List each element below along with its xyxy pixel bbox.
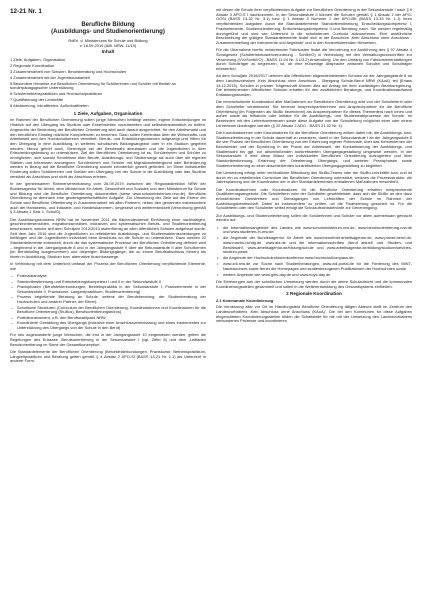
subsection-2-1-heading: 2.1 Kommunale Koordinierung xyxy=(216,297,274,303)
toc-item-5[interactable]: 5 Besondere Hinweise zur Beruflichen Orientierung für Schülerinnen und Schüler mit Bedarf an sonderpädagogischer Unterstützung xyxy=(10,80,176,91)
right-column xyxy=(216,8,412,326)
toc-item-7[interactable]: 7 Qualifizierung der Lehrkräfte xyxy=(10,97,63,103)
table-of-contents xyxy=(10,58,206,109)
list-item: • weitere Angebote wie www.girls-day.de und www.boys-day.de xyxy=(223,273,412,278)
body-paragraph: Für die Übernahme hierfür entstehender Fahrkosten findet die Verordnung zur Ausführung des § 97 Absatz 4 Schulgesetz (Schülerfahrkostenverordnung - SchfkVO) in Verbindung mit den Verwaltungsvorschriften zur Verordnung (VVzSchfkVO) - BASS 11-04 Nr. 3.1/3.2) Anwendung. Um den Umfang von Fahrkostenerstattungen durch Schulträger zu begrenzen, ist, ob eine frühzeitige Absprache zwischen Schulen und Schulträger erforderlich. xyxy=(216,47,412,71)
list-item: • die Informationsangebote des Landes wie www.schulministerium.nrw.de, www.berufsorientierung-nrw.de und www.studieren-in-nrw.de xyxy=(223,226,412,235)
toc-item-6[interactable]: 6 Schülerbetriebspraktikum und Hochschulpraktikum xyxy=(10,91,102,97)
decree-reference xyxy=(10,39,206,48)
list-item: – Potenzialanalyse xyxy=(17,274,206,279)
information-offers-list xyxy=(216,226,412,278)
toc-item-1[interactable]: 1 Ziele, Aufgaben, Organisation xyxy=(10,57,66,63)
list-item: • die Angebote der Bundesagentur für Arbeit wie www.berufenet.arbeitsagentur.de, www.planet-beruf.de, www.machs-richtig.de, www.abi.de und die Informationsschriften ‚Beruf aktuell' und ‚Studien- und Berufswahl', www.arbeitsagentur.de/bildung/schule und www.arbeitsagentur.de/bildung/studium/welches-studium-passt xyxy=(223,236,412,255)
list-item: – Prozess begleitende Beratung an Schule, seitens der Berufsberatung, der Studienberatung der Hochschulen und anderer Partner, der Eltern) xyxy=(17,295,206,304)
section-2-heading: 2 Regionale Koordination xyxy=(286,291,342,297)
list-item: – Standortbestimmung und Entscheidungskompetenz I und II in der Sekundarstufe II xyxy=(17,280,206,285)
body-paragraph: Die Vernetzung aller vor Ort im Handlungsfeld Berufliche Orientierung tätigen Akteure stellt im Zentrum des Landesvorhabens ‚Kein Abschluss ohne Anschluss (KAoA)'. Die bei den Kommunen für diese Aufgaben eingerichteten Koordinierungsstellen bilden die Schaltstelle für die mit der Umsetzung des Landesvorhabens verbundenen Prozesse und koordinieren xyxy=(216,304,412,324)
document-title-line-1: Berufliche Bildung xyxy=(81,22,135,28)
list-item: • www.zdi-nrw.de zur Suche nach Studienberatungen, www.zdi-portal.de für die Förderung des MINT-Nachwuchses sowie ferner die Homepages und studienbezogenen Publikationen der Hochschulen sowie xyxy=(223,262,412,271)
section-1-paragraph: Die Standardelemente der Beruflichen Orientierung (Berufsfelderkundungen, Praxiskurse, Betriebspraktikum, Langzeitpraktikum und Beratung gelten gemäß § 4 Absatz 2 APO-SI (BASS 13-21 Nr. 1.1) als Unterricht in anderer Form. xyxy=(10,348,206,364)
list-item: – Schulische Strukturen (Curriculum der Beruflichen Orientierung, Koordinatorinnen und Koordinatoren für die Berufliche Orientierung (StuBos), Berufsorientierungsbüros) xyxy=(17,306,206,315)
decree-line-2: v. 16.09.2019 (ABl. NRW. 11/19) xyxy=(79,42,137,48)
section-1-paragraph: Der Ausbildungskonsens NRW hat im November 2011 die flächendeckende Einführung einer nachhaltigen, geschlechtersensiblen, migrationssensiblen, inklusiven und systematischen Berufs- und Studienorientierung beschlossen, welche seit dem Schuljahr 2012/2013 stufenförmig an allen öffentlichen Schulen aufgebaut wurde. Seit dem Jahr 2016 sind die Jugendlichen zu reflektierten Ausbildungs- und Studienwahlentscheidungen zu befähigen und die Jugendlichen individuell beim Anschluss an die Schule zu unterstützen. Dazu werden 22 Standardelemente entwickelt, durch die das systematische Prozesse der Beruflichen Orientierung definiert wird – beginnend in der Jahrgangsstufe 8 und in der Jahrgangsstufe 9 über die Sekundarstufe II aller Schulformen (im Berufskolleg ausgenommen) und diejenigen Bildungsgänge, die zu einem Berufsabschluss führen) bis hinein in Ausbildung, Studium bzw. alternative Anschlusswege. xyxy=(10,216,206,260)
body-paragraph: Ab dem Schuljahr 2016/2017 nehmen alle öffentlichen allgemeinbildenden Schulen ab der Jahrgangsstufe 8 an dem Landesvorhaben ‚Kein Abschluss ohne Anschluss - Übergang Schule-Beruf NRW (KAoA)' teil (Erlass 14.12.2015). Schulen in privater Trägerschaft können dies auf Antrag bei ihrer zuständigen Bezirksregierung. Die teilnehmenden öffentlichen Schulen erhalten für den zusätzlichen Beratungs- und Koordinationsaufwand Entlastungsstunden. xyxy=(216,73,412,97)
toc-item-4[interactable]: 4 Zusammenarbeit mit der Jugendsozialarbeit xyxy=(10,74,90,80)
body-paragraph: Die Umsetzung erfolgt unter verbindlicher Mitwirkung des StuBo-Teams oder der StuBo-Lehrkräfte bzw. und ist durch ein zu erstellendes Curriculum der Beruflichen Orientierung unterstützt, welches die Prozessstruktur, die Jahresplanung und die Koordination der in den Standardelementen enthaltenen Maßnahmen einschließt. xyxy=(216,170,412,185)
list-item: – Portfolioinstrument, z.B. den Berufswahlpass NRW xyxy=(17,316,206,321)
section-1-paragraph: In der gemeinsamen Rahmenvereinbarung vom 26.09.2019 zwischen der Regionaldirektion NRW der Bundesagentur für Arbeit, dem Ministerium für Arbeit, Gesundheit und Soziales und dem Ministerium für Schule und Bildung wird die Berufliche Orientierung dokumentiert (siehe www.schulministerium.nrw.de). Berufliche Orientierung ist demnach eine gesamtgesellschaftliche Aufgabe. Zur Umsetzung der Ziele auf der Ebene der Schule wird Berufliche Orientierung in Zusammenarbeit mit allen Partnern, neben den genannten insbesondere auch der Handwerks- und Industrie- und Handelskammern, umgesetzt und weiterentwickelt (Verordnung gemäß § 3 Absatz 1 Satz 1, SchulG). xyxy=(10,181,206,215)
body-paragraph: mit denen die Schule ihrer verpflichtenden Aufgabe zur Beruflichen Orientierung in der Sekundarstufe I nach § 9 Absatz 3 APO-S I nachkommen. In der Sekundarstufe II können die Schulen gemäß § 1 Absatz 2 der APO-GOSt (BASS 13-32 Nr. 3.1) bzw. § 1 Absatz 3 Nummer 1 der APO-BK (BASS 13-33 Nr. 1.1) Ihren verpflichtenden Aufgaben durch die Standardelemente Standortbestimmung, Entscheidungskompetenz I, Praxiselemente, Studienorientierung, Entscheidungskompetenz II und Beratung nach. Sie werden regelmäßig durchgeführt und sind wie Unterricht in die schulinternen Curricula aufzunehmen. Eine ausführliche Beschreibung der gültigen Standardelemente findet sich in der Broschüre ‚Kein Abschluss ohne Anschluss - Zusammenstellung der Instrumente und Angebote' und in den Konkretisierenden Hinweisen. xyxy=(216,7,412,45)
body-paragraph: Die innerschulische Koordination aller Maßnahmen zur Beruflichen Orientierung wird von der Schulleiterin oder dem Schulleiter verantwortet. Sie benennt Ansprechpartnerinnen und Ansprechpartner für die Berufliche Orientierung (im Folgenden als StuBo bezeichnet) als Ansprechpartner für dieses Themenfeld nach innen und außen sowie als Initiatorin oder Initiator für die Ausbildungs- und Studienwahlprozesse der Schule. Im Benehmen mit den Lehrerkonferenzen sowie diese Aufgabe von der Schulleitung möglichst einer oder einem Lehrerteam übertragen werden (§ 20 Absatz 2 ADO - BASS 21-02 Nr. 4). xyxy=(216,99,412,128)
list-item: – Koordinierte Gestaltung des Übergangs (inklusive einer Anschlussvereinbarung und eines Instrumentes zur Unterstützung des Übergangs von der Schule in den Beruf) xyxy=(17,321,206,330)
toc-item-8[interactable]: 8 Abstimmung, Inkrafttreten, Außerkrafttreten xyxy=(10,103,89,109)
body-paragraph: Die Erfahrungen aus der schulischen Umsetzung werden durch die obere Schulaufsicht und die kommunalen Koordinierungsstellen gesammelt und sollen in die Weiterentwicklung des Gesamtsystems einfließen. xyxy=(216,278,412,289)
body-paragraph: Die Koordinatorinnen oder Koordinatoren für die Berufliche Orientierung erhalten entsprechende Qualifizierungsangebote. Die Schulleiterin oder der Schulleiter gewährleistet, dass sich die StuBo an den dazu erforderlichen Dienstreisen und Dienstgängen von Lehrkräften der Schule im Rahmen der Ausbildungsbereitschaft. Dabei ist insbesondere zu prüfen, ob die Finanzierung gesichert ist. Für die Schulleiterin oder den Schulleiter selbst erfolgt die Schulaufsichtsbehörde zur Genehmigung. xyxy=(216,186,412,211)
list-item: • die Angebote der Hochschulrektorenkonferenz www.hochschulkompass.de, xyxy=(223,256,412,261)
section-1-paragraph: In Verbindung mit dem Unterricht umfasst der Prozess der Beruflichen Orientierung verpflichtende Elemente, wie xyxy=(10,261,206,272)
toc-item-3[interactable]: 3 Zusammenarbeit von Schulen, Berufsberatung und Hochschulen xyxy=(10,68,127,74)
toc-heading: Inhalt xyxy=(101,50,115,56)
left-column xyxy=(10,8,206,366)
document-title-line-2: (Ausbildungs- und Studienorientierung) xyxy=(51,29,165,35)
list-item: – Praxisphasen (Berufsfelderkundungen, Betriebspraktika in der Sekundarstufe I, Praxiselemente in der Sekundarstufe II, Praxiskurse, Langzeitpraktikum, Studienorientierung) xyxy=(17,285,206,294)
toc-item-2[interactable]: 2 Regionale Koordination xyxy=(10,63,55,68)
body-paragraph: Die Koordinatorinnen oder Koordinatoren für die Berufliche Orientierung wirken dabei mit, die Ausbildungs- bzw. Studienorientierung in der Schule dauerhaft zu verankern, damit in der Sekundarstufe I ab der Jahrgangsstufe 8 die vier Phasen der Beruflichen Orientierung von der Erkennung eigener Potenziale, über das Kennenlernen der Berufsfelder und der Erprobung in der Praxis der Arbeitswelt, der Konkretisierung der Ausbildungs- und Studienwahl bis ggf. zur abschließenden konkretisierten Übergangsgestaltung umgesetzt werden. In der Sekundarstufe II wird diese Bilanz der individuellen Beruflichen Orientierung aufzugreifen und über Standortbestimmung, Erfahrung der Orientierung, Übergangs- und weiterer Praxisphasen sowie Studienorientierung zu einer abschließenden konkretisierten Übergangsgestaltung zu begleiten. xyxy=(216,129,412,168)
body-paragraph: Zur Ausbildungs- und Studienorientierung sollen die Schülerinnen und Schüler vor allem aufmerksam gemacht werden auf xyxy=(216,212,412,223)
section-1-paragraph: Im Rahmen der Beruflichen Orientierung sollen junge Menschen befähigt werden, eigene Entscheidungen im Hinblick auf den Übergang ins Studium oder Erwerbsleben vorzubereiten und selbstverantwortlich zu treffen. Angesichts der Bedeutung der Beruflichen Orientierung wird auch darauf ausgerichtet, für den Arbeitsmarkt und den beruflichen Einstieg nützliche Kompetenzen zu beziehen. Dazu sollen Kenntnisse über die Wirtschafts- und Arbeitswelt und den Hochschulbereich vermittelt, Berufs- und Entwicklungschancen aufgezeigt und Hilfen für den Übergang in eine Ausbildung, in weiteres schulisches Bildungsangebot oder in ein Studium gegeben werden. Hierzu gehört auch, Stereotype bei der Berufswahl abzubauen und die Jugendlichen in ihrer Entscheidungsfindung zu unterstützen. Ziel der Beruflichen Orientierung ist es, Schülerinnen und Schüler zu ermöglichen, sich sowohl Kenntnisse über Berufe, Ausbildungs- und Studienwege als auch über die eigenen Stärken und Interessen anzueignen. Schülerinnen und Schüler mit Migrationshintergrund oder Behinderung werden in Bezug auf die Berufliche Orientierung sowohl erforderlich gezielt gefördert. Im Sinne individueller Förderung sollen Schülerinnen und Schüler den Übergang von der Schule in die Ausbildung oder das Studium verstärkt als Anschluss und nicht als Abschluss erleben. xyxy=(10,117,206,179)
document-number: 12-21 Nr. 1 xyxy=(10,8,42,15)
decree-line-1: RdErl. d. Ministeriums für Schule und Bildung xyxy=(68,38,148,43)
mandatory-elements-list xyxy=(10,274,206,331)
section-1-heading: 1 Ziele, Aufgaben, Organisation xyxy=(73,110,143,116)
section-1-paragraph: Für neu zugewanderte junge Menschen, die erst in der Jahrgangsstufe 10 eingewiesen werden, gelten die Regelungen des Erlasses ‚Berufsorientierung in der Sekundarstufe I (vgl. Ziffer 8) und dem ‚Leitfaden Berufsorientierung im Sinne der Gesamtkonzeption'. xyxy=(10,332,206,347)
